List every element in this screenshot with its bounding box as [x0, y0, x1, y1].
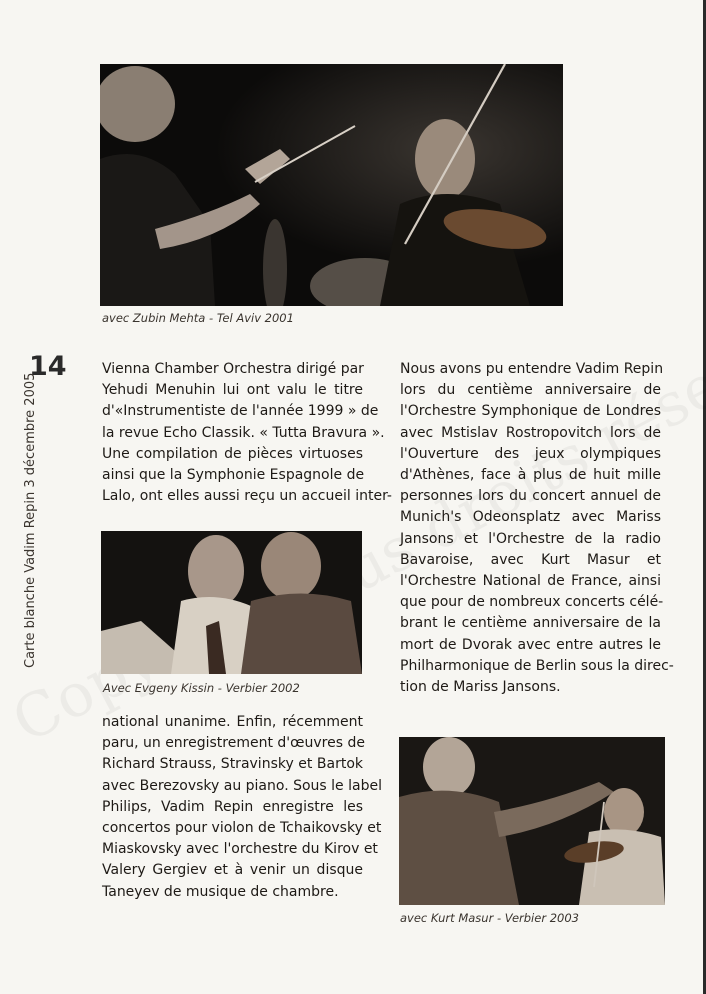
left-column-bottom: [102, 712, 382, 903]
text-line: tion de Mariss Jansons.: [400, 679, 561, 696]
text-line: d'Athènes, face à plus de huit mille: [400, 467, 661, 484]
text-line: brant le centième anniversaire de la: [400, 615, 661, 632]
text-line: Jansons et l'Orchestre de la radio: [400, 530, 661, 547]
text-line: lors du centième anniversaire de: [400, 382, 661, 399]
text-line: Une compilation de pièces virtuoses: [102, 445, 363, 462]
text-line: Miaskovsky avec l'orchestre du Kirov et: [102, 841, 378, 858]
text-line: Taneyev de musique de chambre.: [102, 883, 339, 900]
text-line: Nous avons pu entendre Vadim Repin: [400, 361, 664, 377]
text-line: concertos pour violon de Tchaikovsky et: [102, 820, 382, 837]
text-line: Valery Gergiev et à venir un disque: [102, 862, 363, 879]
left-column-top: [102, 359, 392, 507]
text-line: Yehudi Menuhin lui ont valu le titre: [102, 382, 363, 399]
text-line: Philips, Vadim Repin enregistre les: [102, 798, 363, 815]
text-line: ainsi que la Symphonie Espagnole de: [102, 467, 365, 484]
text-line: personnes lors du concert annuel de: [400, 488, 661, 505]
text-line: d'«Instrumentiste de l'année 1999 » de: [102, 403, 379, 420]
text-line: Bavaroise, avec Kurt Masur et: [400, 551, 661, 568]
photo-caption-masur: avec Kurt Masur - Verbier 2003: [400, 911, 579, 925]
page-number: 14: [29, 351, 67, 382]
text-line: avec Berezovsky au piano. Sous le label: [102, 777, 382, 794]
text-line: Vienna Chamber Orchestra dirigé par: [102, 361, 364, 377]
photo-caption-kissin: Avec Evgeny Kissin - Verbier 2002: [103, 681, 300, 695]
text-line: mort de Dvorak avec entre autres le: [400, 636, 661, 653]
text-line: national unanime. Enfin, récemment: [102, 714, 363, 730]
text-line: Richard Strauss, Stravinsky et Bartok: [102, 756, 363, 773]
text-line: l'Ouverture des jeux olympiques: [400, 445, 661, 462]
text-line: Philharmonique de Berlin sous la direc-: [400, 657, 674, 674]
text-line: paru, un enregistrement d'œuvres de: [102, 735, 365, 752]
text-line: la revue Echo Classik. « Tutta Bravura ».: [102, 424, 385, 441]
right-column: [400, 359, 674, 698]
photo-masur-repin: [399, 737, 665, 905]
text-line: que pour de nombreux concerts célé-: [400, 594, 664, 611]
text-line: Munich's Odeonsplatz avec Mariss: [400, 509, 661, 526]
text-line: Lalo, ont elles aussi reçu un accueil inter-: [102, 488, 392, 505]
photo-caption-mehta: avec Zubin Mehta - Tel Aviv 2001: [102, 311, 294, 325]
text-line: avec Mstislav Rostropovitch lors de: [400, 424, 661, 441]
text-line: l'Orchestre Symphonique de Londres: [400, 403, 661, 420]
text-line: l'Orchestre National de France, ainsi: [400, 573, 661, 590]
photo-mehta-repin: [100, 64, 563, 306]
side-title: Carte blanche Vadim Repin 3 décembre 2005: [23, 372, 38, 668]
photo-kissin-repin: [101, 531, 362, 674]
